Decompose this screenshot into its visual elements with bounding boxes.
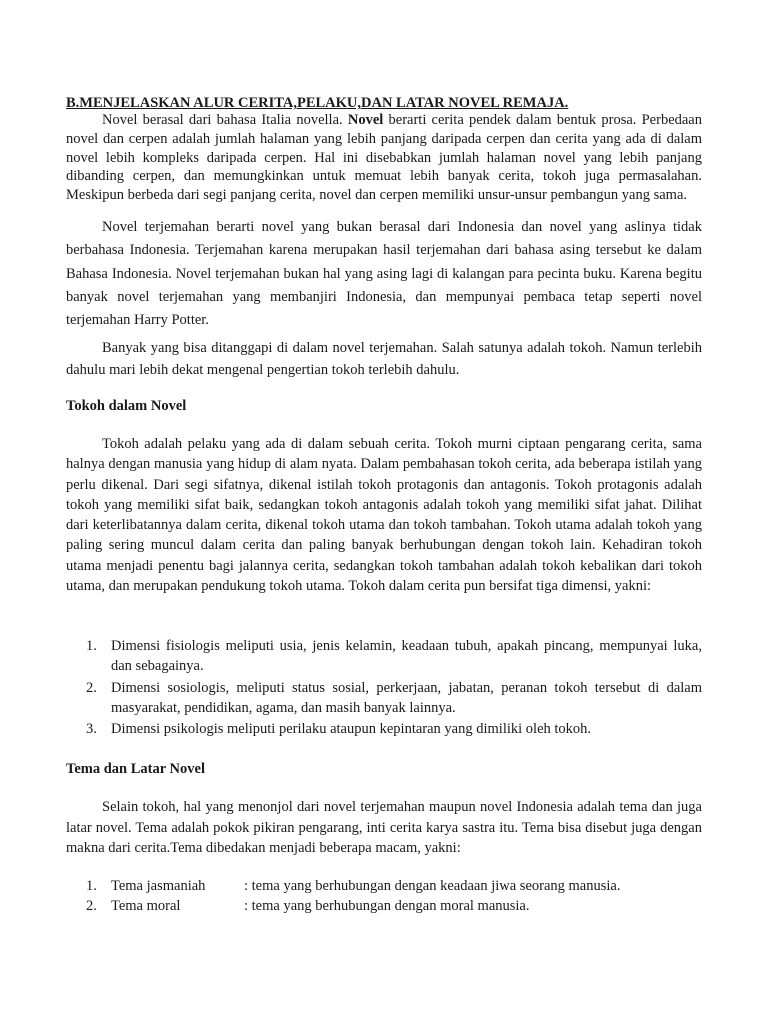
paragraph-tokoh-intro: Banyak yang bisa ditanggapi di dalam novel terjemahan. Salah satunya adalah tokoh. Namun terlebih dahulu mari lebih dekat mengenal pengertian tokoh terlebih dahulu. — [66, 340, 702, 378]
intro-bold-term: Novel — [347, 112, 384, 128]
paragraph-novel-terjemahan: Novel terjemahan berarti novel yang bukan berasal dari Indonesia dan novel yang aslinya tidak berbahasa Indonesia. Terjemahan karena merupakan hasil terjemahan dari bahasa asing tersebut ke dalam Bahasa Indonesia. Novel terjemahan bukan hal yang asing lagi di kalangan para pecinta buku. Karena begitu banyak novel terjemahan yang membanjiri Indonesia, dan mempunyai pembaca tetap seperti novel terjemahan Harry Potter. — [66, 219, 702, 329]
section-heading: B.MENJELASKAN ALUR CERITA,PELAKU,DAN LATAR NOVEL REMAJA. — [66, 95, 569, 111]
tema-name: Tema moral — [111, 898, 181, 915]
intro-text-before: Novel berasal dari bahasa Italia novella. — [102, 112, 348, 128]
list-item — [86, 876, 702, 896]
list-item — [86, 719, 702, 739]
tema-description: : tema yang berhubungan dengan moral manusia. — [244, 898, 530, 915]
list-item — [86, 678, 702, 719]
paragraph-tokoh: Tokoh adalah pelaku yang ada di dalam sebuah cerita. Tokoh murni ciptaan pengarang cerita, sama halnya dengan manusia yang hidup di alam nyata. Dalam pembahasan tokoh cerita, ada beberapa istilah yang perlu dikenal. Dari segi sifatnya, dikenal istilah tokoh protagonis dan antagonis. Tokoh protagonis adalah tokoh yang memiliki sifat baik, sedangkan tokoh antagonis adalah tokoh yang memiliki sifat jahat. Dilihat dari keterlibatannya dalam cerita, dikenal tokoh utama dan tokoh tambahan. Tokoh utama adalah tokoh yang paling sering muncul dalam cerita dan paling banyak berhubungan dengan tokoh lain. Kehadiran tokoh utama menjadi penentu bagi jalannya cerita, sedangkan tokoh tambahan adalah tokoh kebalikan dari tokoh utama, dan merupakan pendukung tokoh utama. Tokoh dalam cerita pun bersifat tiga dimensi, yakni: — [66, 436, 702, 595]
tema-name: Tema jasmaniah — [111, 878, 206, 894]
list-text: Dimensi fisiologis meliputi usia, jenis kelamin, keadaan tubuh, apakah pincang, mempunyai luka, dan sebagainya. — [111, 638, 702, 675]
intro-text-after: berarti cerita pendek dalam bentuk prosa. Perbedaan novel dan cerpen adalah jumlah halaman yang lebih panjang daripada cerpen dan cerita yang ada di dalam novel lebih kompleks daripada cerpen. Hal ini disebabkan jumlah halaman novel yang lebih panjang dibanding cerpen, dan memungkinkan untuk memuat lebih banyak cerita, tokoh juga permasalahan. Meskipun berbeda dari segi panjang cerita, novel dan cerpen memiliki unsur-unsur pembangun yang sama. — [66, 112, 702, 204]
intro-paragraph — [66, 111, 702, 205]
tema-description: : tema yang berhubungan dengan keadaan jiwa seorang manusia. — [244, 878, 621, 894]
list-item — [86, 896, 702, 916]
list-text: Dimensi psikologis meliputi perilaku ataupun kepintaran yang dimiliki oleh tokoh. — [111, 721, 592, 738]
subheading-tokoh: Tokoh dalam Novel — [66, 398, 187, 414]
list-item — [86, 636, 702, 677]
list-number: 3. — [86, 721, 97, 738]
dimension-list — [86, 636, 702, 739]
list-text: Dimensi sosiologis, meliputi status sosial, perkerjaan, jabatan, peranan tokoh tersebut di dalam masyarakat, pendidikan, agama, dan masih banyak lainnya. — [111, 679, 702, 716]
subheading-tema: Tema dan Latar Novel — [66, 761, 205, 777]
tema-list — [86, 876, 702, 917]
list-number: 1. — [86, 878, 97, 894]
paragraph-tema: Selain tokoh, hal yang menonjol dari novel terjemahan maupun novel Indonesia adalah tema dan juga latar novel. Tema adalah pokok pikiran pengarang, inti cerita karya sastra itu. Tema bisa disebut juga dengan makna dari cerita.Tema dibedakan menjadi beberapa macam, yakni: — [66, 799, 702, 857]
list-number: 1. — [86, 638, 97, 654]
list-number: 2. — [86, 898, 97, 915]
list-number: 2. — [86, 679, 97, 696]
